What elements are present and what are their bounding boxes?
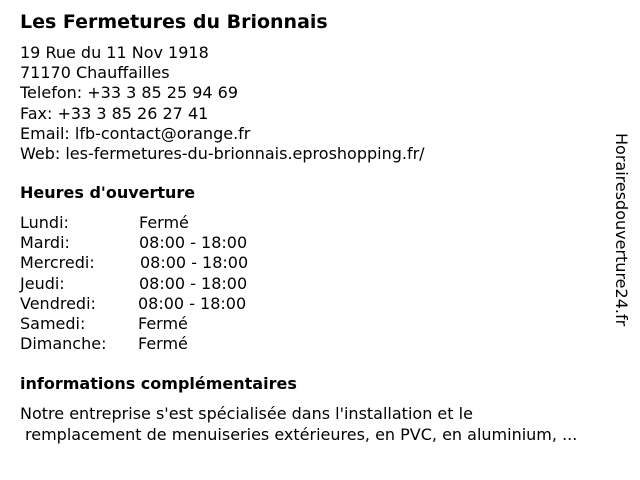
contact-details <box>20 43 425 164</box>
day-hours: 08:00 - 18:00 <box>138 293 247 313</box>
watermark-text: Horairesdouverture24.fr <box>612 133 631 327</box>
day-hours: Fermé <box>138 334 188 354</box>
day-hours: Fermé <box>139 213 189 232</box>
business-description <box>20 404 577 445</box>
address-city: 71170 Chauffailles <box>20 63 170 83</box>
business-name: Les Fermetures du Brionnais <box>20 11 328 33</box>
day-label: Mercredi: <box>20 253 95 273</box>
day-label: Lundi: <box>20 213 69 232</box>
fax-number: Fax: +33 3 85 26 27 41 <box>20 103 209 123</box>
phone-number: Telefon: +33 3 85 25 94 69 <box>20 83 239 103</box>
day-hours: 08:00 - 18:00 <box>139 233 248 253</box>
day-label: Mardi: <box>20 233 70 253</box>
description-line: Notre entreprise s'est spécialisée dans l'installation et le <box>20 404 473 423</box>
description-line: remplacement de menuiseries extérieures, en PVC, en aluminium, ... <box>25 424 578 444</box>
additional-info-heading: informations complémentaires <box>20 374 297 393</box>
website: Web: les-fermetures-du-brionnais.eproshopping.fr/ <box>20 144 425 164</box>
day-label: Samedi: <box>20 313 86 333</box>
day-hours: 08:00 - 18:00 <box>139 273 248 293</box>
day-hours: 08:00 - 18:00 <box>140 253 249 273</box>
day-label: Vendredi: <box>20 293 96 313</box>
day-label: Jeudi: <box>20 273 65 293</box>
email-address: Email: lfb-contact@orange.fr <box>20 123 251 143</box>
opening-hours-heading: Heures d'ouverture <box>20 183 196 202</box>
site-watermark <box>612 133 632 373</box>
address-street: 19 Rue du 11 Nov 1918 <box>20 43 209 62</box>
day-label: Dimanche: <box>20 334 107 354</box>
day-hours: Fermé <box>138 313 188 333</box>
